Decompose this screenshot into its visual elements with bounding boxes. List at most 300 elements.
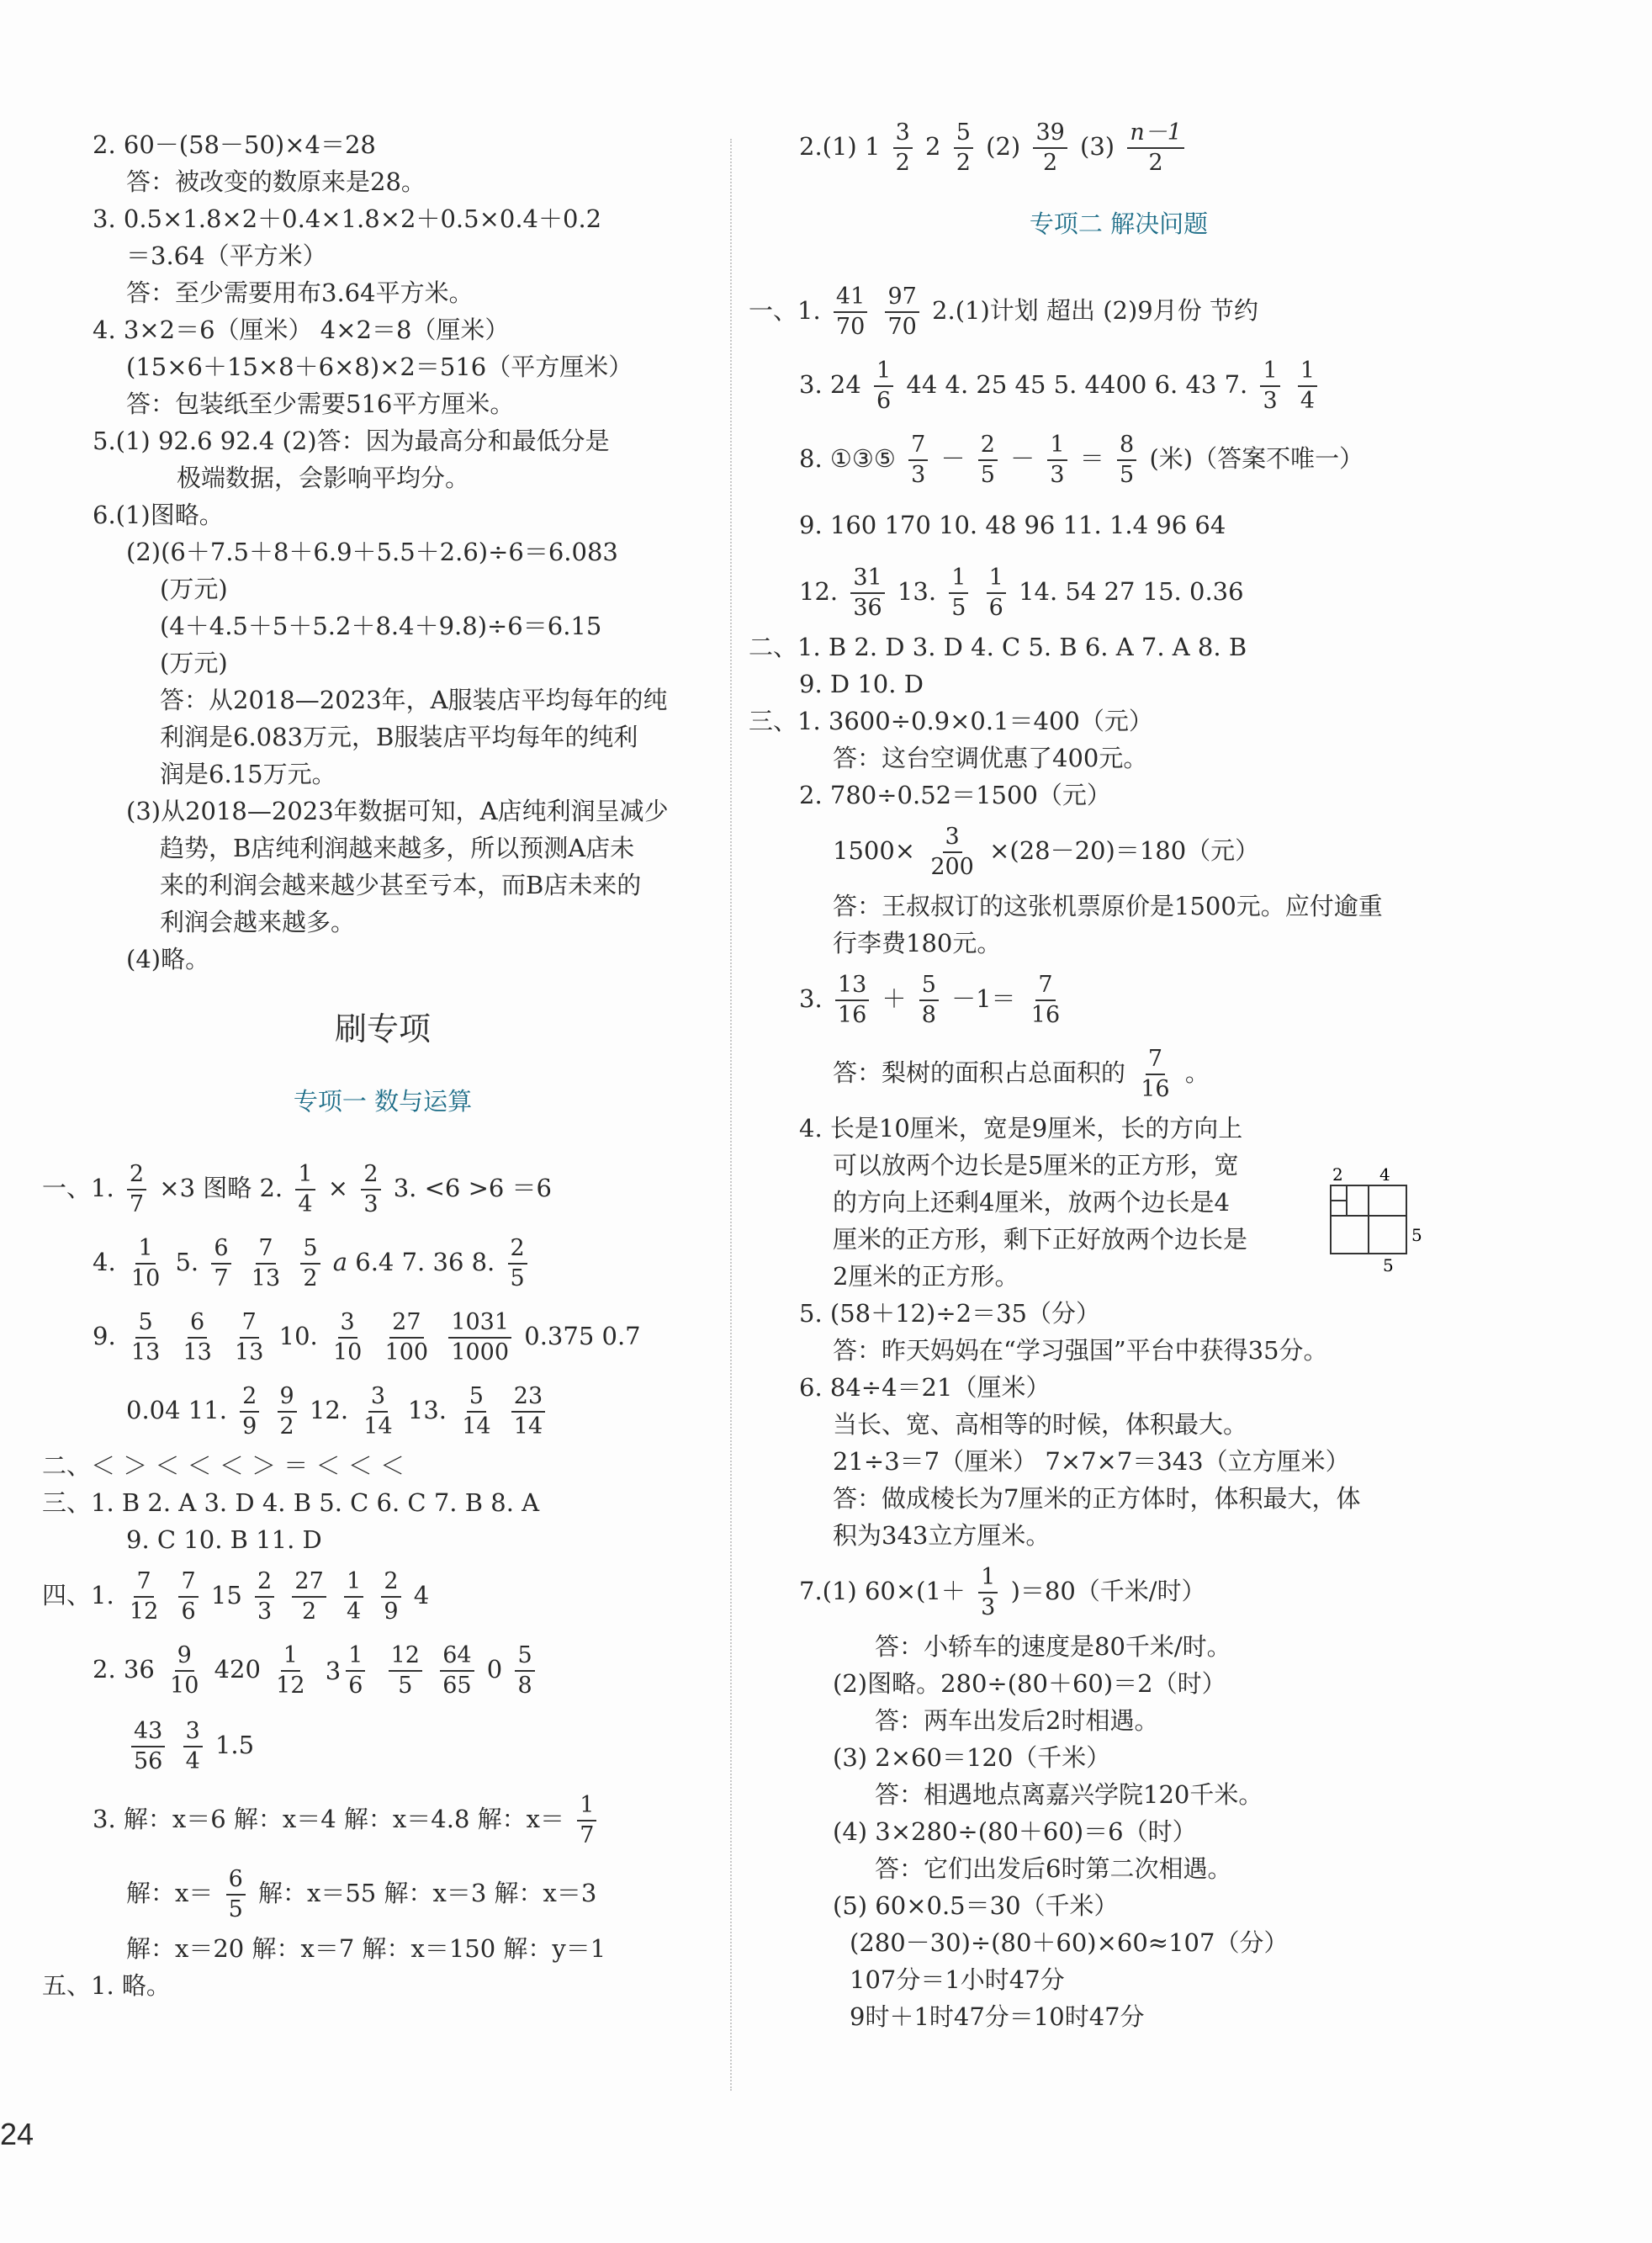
numerator: 39: [1033, 119, 1067, 149]
text: 7.(1) 60×(1＋: [799, 1577, 966, 1605]
numerator: 6: [226, 1865, 246, 1896]
numerator: 7: [1035, 971, 1055, 1001]
numerator: 6: [188, 1308, 207, 1339]
numerator: 8: [1117, 431, 1136, 461]
numerator: 3: [368, 1382, 388, 1413]
numerator: 2: [361, 1160, 380, 1190]
denominator: 1000: [451, 1339, 510, 1365]
denominator: 6: [348, 1673, 363, 1699]
text: 1500×: [833, 836, 916, 865]
text-line: (2)(6＋7.5＋8＋6.9＋5.5＋2.6)÷6＝6.083: [126, 538, 618, 566]
text-line: 5.(1) 92.6 92.4 (2)答：因为最高分和最低分是: [93, 427, 610, 455]
denominator: 7: [580, 1822, 595, 1848]
denominator: 8: [517, 1673, 532, 1699]
text-line: 9. C 10. B 11. D: [126, 1525, 322, 1554]
answer-row: [42, 1299, 723, 1373]
fraction: [1029, 971, 1062, 1030]
denominator: 2: [956, 150, 971, 176]
text-line: 答：小轿车的速度是80千米/时。: [875, 1632, 1231, 1661]
text-line: 答：做成棱长为7厘米的正方体时，体积最大，体: [833, 1484, 1361, 1513]
text-line: 二、1. B 2. D 3. D 4. C 5. B 6. A 7. A 8. B: [749, 633, 1247, 661]
text-line: 二、＜ ＞ ＜ ＜ ＜ ＞ ＝ ＜ ＜ ＜: [42, 1451, 405, 1480]
fraction: [129, 1308, 162, 1367]
denominator: 8: [921, 1002, 936, 1028]
answer-row: [42, 1373, 723, 1447]
text: (米)（答案不唯一）: [1149, 444, 1364, 473]
answer-row: [42, 1558, 723, 1632]
fraction: [577, 1791, 596, 1850]
text: 44 4. 25 45 5. 4400 6. 43 7.: [906, 370, 1248, 399]
denominator: 3: [1263, 388, 1278, 414]
text-line: 行李费180元。: [833, 929, 1002, 957]
numerator: 1: [577, 1791, 596, 1821]
denominator: 14: [462, 1413, 491, 1440]
fraction: [459, 1382, 493, 1441]
text: ＝: [1079, 444, 1104, 473]
text: 四、1.: [42, 1581, 114, 1609]
text: )＝80（千米/时）: [1010, 1577, 1206, 1605]
text-line: 答：包装纸至少需要516平方厘米。: [126, 390, 515, 418]
denominator: 16: [837, 1002, 867, 1028]
text-line: 答：被改变的数原来是28。: [126, 167, 426, 196]
answer-row: [749, 347, 1489, 422]
text-line: 21÷3＝7（厘米） 7×7×7＝343（立方厘米）: [833, 1447, 1350, 1476]
denominator: 13: [235, 1339, 264, 1365]
fraction: [255, 1567, 274, 1626]
text: 一、1.: [42, 1174, 114, 1202]
text-line: 6.(1)图略。: [93, 501, 224, 529]
text-line: 答：它们出发后6时第二次相遇。: [875, 1854, 1232, 1883]
denominator: 4: [298, 1191, 313, 1217]
text-line: 9. D 10. D: [799, 670, 924, 698]
fraction: [295, 1160, 315, 1219]
text-line: 3. 0.5×1.8×2＋0.4×1.8×2＋0.5×0.4＋0.2: [93, 204, 602, 233]
fraction: [893, 119, 913, 178]
answer-row: [749, 962, 1489, 1036]
answer-row: [42, 1225, 723, 1299]
text-line: 解：x＝20 解：x＝7 解：x＝150 解：y＝1: [126, 1934, 606, 1963]
numerator: 1: [1298, 357, 1317, 387]
text: 2.(1)计划 超出 (2)9月份 节约: [932, 296, 1258, 325]
numerator: 6: [211, 1234, 230, 1265]
numerator: 1: [295, 1160, 315, 1190]
text: 6.4 7. 36 8.: [355, 1248, 495, 1276]
text: 3.: [799, 984, 823, 1013]
numerator: 3: [943, 823, 962, 853]
denominator: 2: [279, 1413, 294, 1440]
numerator: 1: [281, 1641, 300, 1672]
text: 12.: [309, 1396, 349, 1424]
fraction: [346, 1641, 365, 1700]
numerator: 3: [893, 119, 913, 149]
fraction: [129, 1234, 162, 1293]
denominator: 200: [930, 854, 974, 880]
page-number: 24: [0, 2117, 34, 2151]
denominator: 14: [363, 1413, 393, 1440]
text-line: 厘米的正方形，剩下正好放两个边长是: [833, 1225, 1248, 1254]
fraction: [928, 823, 977, 882]
numerator: 1: [346, 1641, 365, 1672]
numerator: 5: [954, 119, 973, 149]
text-line: 答：昨天妈妈在“学习强国”平台中获得35分。: [833, 1336, 1328, 1365]
text: 一、1.: [749, 296, 821, 325]
numerator: 2: [240, 1382, 259, 1413]
text: 8. ①③⑤: [799, 444, 896, 473]
text: 3. <6 >6 ＝6: [393, 1174, 552, 1202]
fraction: [344, 1567, 363, 1626]
text: 2: [925, 132, 941, 161]
text-line: 当长、宽、高相等的时候，体积最大。: [833, 1410, 1248, 1439]
fraction: [511, 1382, 545, 1441]
denominator: 10: [332, 1339, 363, 1365]
denominator: 12: [129, 1599, 159, 1625]
fraction: [1298, 357, 1317, 416]
text-line: 6. 84÷4＝21（厘米）: [799, 1373, 1051, 1402]
numerator: 1031: [448, 1308, 511, 1339]
subsection-title: 专项二 解决问题: [1029, 209, 1209, 238]
denominator: 2: [895, 150, 910, 176]
fraction: [978, 431, 998, 490]
denominator: 70: [835, 314, 866, 340]
label-bottom: 5: [1383, 1255, 1394, 1275]
fraction: [361, 1160, 380, 1219]
text-line: (5) 60×0.5＝30（千米）: [833, 1891, 1119, 1920]
column-divider: [730, 139, 732, 2091]
denominator: 5: [951, 595, 966, 621]
fraction: [131, 1717, 165, 1776]
text-line: 答：相遇地点离嘉兴学院120千米。: [875, 1780, 1263, 1809]
answer-row: [749, 109, 1489, 183]
numerator: 3: [183, 1717, 203, 1747]
text-line: 极端数据，会影响平均分。: [177, 464, 470, 492]
answer-row: [42, 1856, 723, 1930]
denominator: 7: [214, 1265, 229, 1291]
text: 1.5: [214, 1731, 255, 1759]
numerator: 7: [256, 1234, 275, 1265]
fraction: [383, 1308, 432, 1367]
text: －: [940, 444, 966, 473]
denominator: 2: [301, 1599, 317, 1625]
numerator: 2: [127, 1160, 146, 1190]
text-line: 积为343立方厘米。: [833, 1521, 1051, 1550]
numerator: 2: [255, 1567, 274, 1598]
fraction: [183, 1717, 203, 1776]
answer-row: [42, 1782, 723, 1856]
text-line: 趋势，B店纯利润越来越多，所以预测A店未: [160, 834, 635, 862]
text: 。: [1184, 1058, 1210, 1087]
numerator: 1: [1047, 431, 1067, 461]
denominator: 5: [228, 1896, 243, 1922]
numerator: 64: [440, 1641, 474, 1672]
fraction: [240, 1382, 259, 1441]
denominator: 3: [981, 1594, 996, 1620]
denominator: 6: [876, 388, 892, 414]
text-line: 答：这台空调优惠了400元。: [833, 744, 1148, 772]
fraction: [919, 971, 939, 1030]
text-line: 答：两车出发后2时相遇。: [875, 1706, 1159, 1735]
text: 9.: [93, 1322, 116, 1350]
text: ×: [327, 1174, 349, 1202]
fraction: [273, 1641, 307, 1700]
text-line: (280－30)÷(80＋60)×60≈107（分）: [850, 1928, 1289, 1957]
text: 4.: [93, 1248, 116, 1276]
denominator: 4: [185, 1748, 200, 1774]
denominator: 5: [980, 462, 995, 488]
numerator: 31: [850, 564, 884, 594]
fraction: [508, 1234, 527, 1293]
fraction: [249, 1234, 283, 1293]
denominator: 12: [276, 1673, 305, 1699]
numerator: 5: [919, 971, 939, 1001]
denominator: 16: [1141, 1076, 1170, 1102]
fraction: [1033, 119, 1067, 178]
text: ＋: [882, 984, 907, 1013]
denominator: 3: [1050, 462, 1065, 488]
fraction: [1138, 1045, 1172, 1104]
text-line: 利润会越来越多。: [160, 908, 356, 936]
denominator: 100: [384, 1339, 429, 1365]
denominator: 65: [442, 1673, 472, 1699]
fraction: [127, 1567, 161, 1626]
text-line: (4)略。: [126, 945, 210, 973]
fraction: [448, 1308, 511, 1367]
text-line: 三、1. B 2. A 3. D 4. B 5. C 6. C 7. B 8. A: [42, 1488, 540, 1517]
right-column: [749, 119, 1489, 2035]
fraction: [292, 1567, 326, 1626]
text-line: 答：王叔叔订的这张机票原价是1500元。应付逾重: [833, 892, 1383, 920]
text: 2.(1) 1: [799, 132, 881, 161]
numerator: 7: [134, 1567, 153, 1598]
text: 解：x＝55 解：x＝3 解：x＝3: [257, 1879, 597, 1907]
answer-row: [42, 1708, 723, 1782]
text: 答：梨树的面积占总面积的: [833, 1058, 1126, 1087]
fraction: [331, 1308, 364, 1367]
text-line: (3) 2×60＝120（千米）: [833, 1743, 1111, 1772]
label-side: 5: [1411, 1225, 1422, 1245]
denominator: 13: [251, 1265, 281, 1291]
diagram-svg: [1321, 1165, 1430, 1275]
whole-part: 3: [325, 1657, 342, 1685]
text: 10.: [278, 1322, 318, 1350]
text-line: (4) 3×280÷(80＋60)＝6（时）: [833, 1817, 1197, 1846]
text: 15: [210, 1581, 242, 1609]
denominator: 6: [988, 595, 1003, 621]
numerator: 3: [338, 1308, 357, 1339]
answer-row: [749, 1036, 1489, 1110]
text: 14. 54 27 15. 0.36: [1019, 577, 1244, 606]
answer-row: [749, 814, 1489, 888]
fraction: [381, 1567, 400, 1626]
text: 13.: [407, 1396, 447, 1424]
text-line: ＝3.64（平方米）: [126, 241, 327, 270]
denominator: 13: [183, 1339, 212, 1365]
fraction: [211, 1234, 230, 1293]
denominator: 13: [130, 1339, 161, 1365]
denominator: 3: [257, 1599, 273, 1625]
fraction: [987, 564, 1006, 623]
answer-row: [749, 554, 1489, 628]
text-line: 2. 780÷0.52＝1500（元）: [799, 781, 1111, 809]
denominator: 5: [1120, 462, 1135, 488]
answer-row: [749, 422, 1489, 496]
text-line: 4. 3×2＝6（厘米） 4×2＝8（厘米）: [93, 316, 510, 344]
numerator: 9: [278, 1382, 297, 1413]
text-line: 107分＝1小时47分: [850, 1965, 1065, 1994]
text-line: (万元): [160, 575, 228, 603]
fraction: [389, 1641, 422, 1700]
numerator: 43: [131, 1717, 165, 1747]
fraction: [1047, 431, 1067, 490]
denominator: 70: [887, 314, 917, 340]
numerator: 1: [987, 564, 1006, 594]
numerator: 1: [1260, 357, 1279, 387]
text-line: 2. 60－(58－50)×4＝28: [93, 130, 376, 159]
answer-row: [42, 1151, 723, 1225]
denominator: 6: [181, 1599, 196, 1625]
text-line: 三、1. 3600÷0.9×0.1＝400（元）: [749, 707, 1153, 735]
fraction: [180, 1308, 214, 1367]
denominator: 10: [130, 1265, 161, 1291]
fraction: [167, 1641, 201, 1700]
fraction: [1117, 431, 1136, 490]
text-line: 答：至少需要用布3.64平方米。: [126, 278, 474, 307]
numerator: 7: [240, 1308, 259, 1339]
section-title: 刷专项: [334, 1010, 431, 1047]
fraction: [127, 1160, 146, 1219]
numerator: 1: [978, 1563, 998, 1593]
fraction: [874, 357, 893, 416]
fraction: [850, 564, 884, 623]
text: 13.: [897, 577, 937, 606]
denominator: 2: [1148, 150, 1163, 176]
answer-row: [749, 273, 1489, 347]
fraction: [908, 431, 928, 490]
text-line: 五、1. 略。: [42, 1971, 171, 2000]
text-line: 4. 长是10厘米，宽是9厘米，长的方向上: [799, 1114, 1243, 1143]
text: －: [1010, 444, 1035, 473]
denominator: 4: [1300, 388, 1316, 414]
square-packing-diagram: [1321, 1165, 1430, 1278]
numerator: 13: [835, 971, 869, 1001]
numerator: 2: [978, 431, 998, 461]
text-line: 润是6.15万元。: [160, 760, 336, 788]
denominator: 2: [1043, 150, 1058, 176]
text: 0: [486, 1655, 503, 1684]
label-top-right: 4: [1379, 1165, 1390, 1185]
denominator: 5: [510, 1265, 525, 1291]
denominator: 10: [170, 1673, 199, 1699]
text: (2): [986, 132, 1021, 161]
fraction: [835, 971, 869, 1030]
numerator: 23: [511, 1382, 545, 1413]
subsection-title: 专项一 数与运算: [293, 1087, 473, 1116]
denominator: 4: [346, 1599, 362, 1625]
fraction: [226, 1865, 246, 1924]
denominator: 3: [911, 462, 926, 488]
mixed-number: [326, 1634, 371, 1708]
left-column: [42, 126, 723, 2004]
text: 0.04 11.: [126, 1396, 227, 1424]
denominator: 16: [1030, 1002, 1061, 1028]
numerator: 27: [389, 1308, 423, 1339]
fraction: [978, 1563, 998, 1622]
numerator: 5: [300, 1234, 320, 1265]
denominator: 3: [363, 1191, 379, 1217]
fraction: [954, 119, 973, 178]
numerator: 2: [508, 1234, 527, 1265]
denominator: 5: [398, 1673, 413, 1699]
text: (3): [1080, 132, 1115, 161]
text: 5.: [175, 1248, 199, 1276]
numerator: 5: [135, 1308, 155, 1339]
text: －1＝: [951, 984, 1016, 1013]
fraction: [178, 1567, 198, 1626]
text-line: 利润是6.083万元，B服装店平均每年的纯利: [160, 723, 638, 751]
text: 4: [413, 1581, 430, 1609]
text-line: 9时＋1时47分＝10时47分: [850, 2002, 1145, 2031]
denominator: 56: [134, 1748, 163, 1774]
fraction: [834, 283, 867, 342]
denominator: 14: [513, 1413, 543, 1440]
denominator: 7: [129, 1191, 145, 1217]
text: 420: [214, 1655, 261, 1684]
fraction: [949, 564, 968, 623]
text-line: (2)图略。280÷(80＋60)＝2（时）: [833, 1669, 1226, 1698]
answer-row: [749, 1554, 1489, 1628]
text: 2. 36: [93, 1655, 155, 1684]
denominator: 2: [303, 1265, 318, 1291]
text-line: 答：从2018—2023年，A服装店平均每年的纯: [160, 686, 668, 714]
numerator: 7: [1146, 1045, 1165, 1075]
numerator: 1: [135, 1234, 155, 1265]
text: ×(28－20)＝180（元）: [989, 836, 1260, 865]
numerator: 5: [467, 1382, 486, 1413]
fraction: [885, 283, 919, 342]
text-line: 的方向上还剩4厘米，放两个边长是4: [833, 1188, 1230, 1217]
text-line: (3)从2018—2023年数据可知，A店纯利润呈减少: [126, 797, 669, 825]
numerator: 12: [389, 1641, 422, 1672]
text: 解：x＝: [126, 1879, 214, 1907]
numerator: 5: [515, 1641, 534, 1672]
fraction: [361, 1382, 394, 1441]
numerator: 1: [949, 564, 968, 594]
fraction: [278, 1382, 297, 1441]
numerator: 7: [178, 1567, 198, 1598]
numerator: 9: [175, 1641, 194, 1672]
text: 3. 24: [799, 370, 861, 399]
text-line: 来的利润会越来越少甚至亏本，而B店未来的: [160, 871, 642, 899]
denominator: 9: [384, 1599, 399, 1625]
text-line: (15×6＋15×8＋6×8)×2＝516（平方厘米）: [126, 353, 633, 381]
fraction: [1260, 357, 1279, 416]
numerator: 1: [874, 357, 893, 387]
text-line: (万元): [160, 649, 228, 677]
answer-row: [42, 1632, 723, 1708]
text-line: 9. 160 170 10. 48 96 11. 1.4 96 64: [799, 511, 1226, 539]
text-line: 可以放两个边长是5厘米的正方形，宽: [833, 1151, 1239, 1180]
denominator: 36: [853, 595, 882, 621]
numerator: n－1: [1127, 119, 1184, 149]
variable: a: [332, 1248, 348, 1276]
numerator: 41: [834, 283, 867, 313]
numerator: 1: [344, 1567, 363, 1598]
text-line: (4＋4.5＋5＋5.2＋8.4＋9.8)÷6＝6.15: [160, 612, 602, 640]
fraction: [1127, 119, 1184, 178]
text: 12.: [799, 577, 839, 606]
fraction: [300, 1234, 320, 1293]
text: 3. 解：x＝6 解：x＝4 解：x＝4.8 解：x＝: [93, 1805, 564, 1833]
fraction: [440, 1641, 474, 1700]
